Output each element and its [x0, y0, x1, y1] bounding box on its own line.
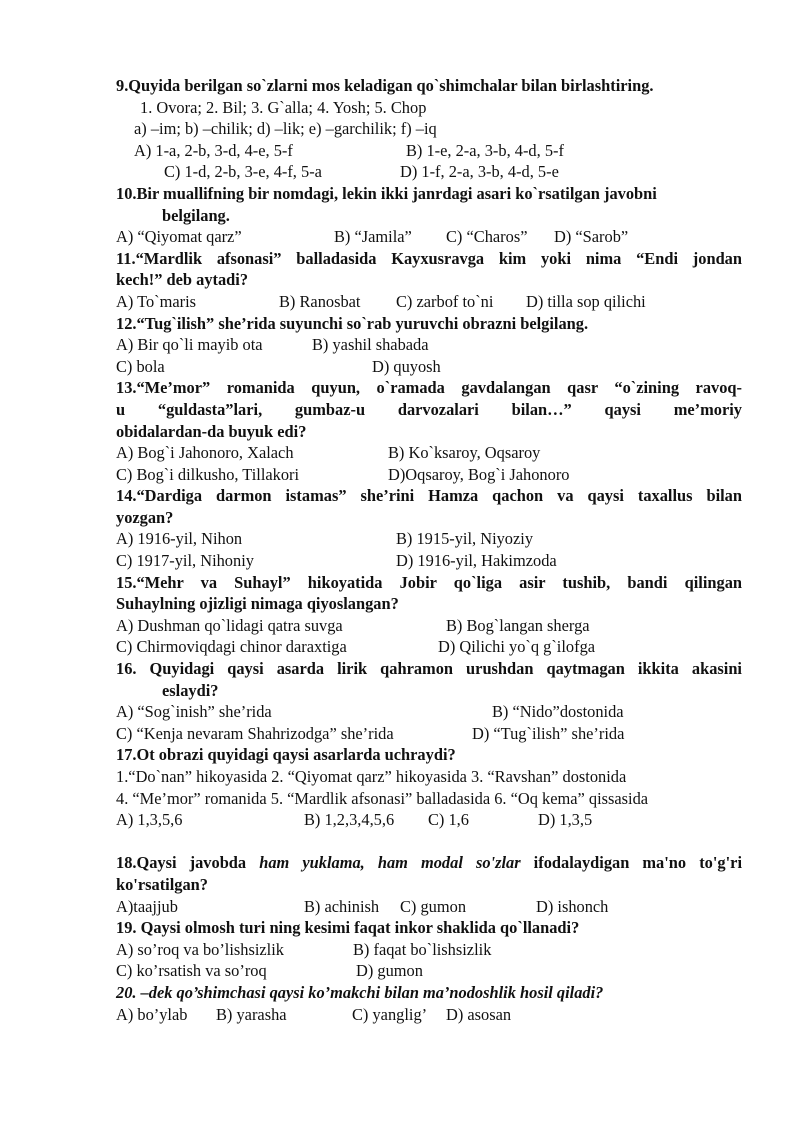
- q19-option-c: C) ko’rsatish va so’roq: [116, 961, 267, 981]
- q15-option-c: C) Chirmoviqdagi chinor daraxtiga: [116, 637, 347, 657]
- test-page: [116, 75, 742, 1025]
- question-12-title: 12.“Tug`ilish” she’rida suyunchi so`rab yuruvchi obrazni belgilang.: [116, 313, 589, 333]
- q17-option-b: B) 1,2,3,4,5,6: [304, 810, 395, 830]
- question-12-options-row-1: [116, 334, 742, 356]
- q15-option-d: D) Qilichi yo`q g`ilofga: [438, 637, 596, 657]
- q12-option-a: A) Bir qo`li mayib ota: [116, 335, 263, 355]
- question-10-options: [116, 226, 742, 248]
- question-13-title-end: obidalardan-da buyuk edi?: [116, 421, 307, 441]
- q18-option-b: B) achinish: [304, 896, 380, 916]
- question-13-title: 13.“Me’mor” romanida quyun, o`ramada gavdalangan qasr “o`zining ravoq-: [116, 378, 742, 398]
- question-15-title-cont: Suhaylning ojizligi nimaga qiyoslangan?: [116, 594, 399, 614]
- question-13-title-cont: u “guldasta”lari, gumbaz-u darvozalari bilan…” qaysi me’moriy: [116, 399, 742, 419]
- q20-option-d: D) asosan: [446, 1004, 512, 1024]
- question-17-title: 17.Ot obrazi quyidagi qaysi asarlarda uchraydi?: [116, 745, 456, 765]
- q18-title-end: ifodalaydigan ma'no to'g'ri: [520, 853, 742, 873]
- question-20-options: [116, 1004, 742, 1026]
- question-9-suffixes: a) –im; b) –chilik; d) –lik; e) –garchilik; f) –iq: [134, 119, 437, 139]
- q12-option-b: B) yashil shabada: [312, 335, 429, 355]
- question-15-title: 15.“Mehr va Suhayl” hikoyatida Jobir qo`liga asir tushib, bandi qilingan: [116, 572, 742, 592]
- q16-option-c: C) “Kenja nevaram Shahrizodga” she’rida: [116, 723, 394, 743]
- q18-option-c: C) gumon: [400, 896, 467, 916]
- question-14-title-cont: yozgan?: [116, 507, 174, 527]
- question-9-options-row-1: [116, 140, 742, 162]
- q13-option-d: D)Oqsaroy, Bog`i Jahonoro: [388, 464, 570, 484]
- question-18-title: [116, 852, 742, 874]
- q17-option-d: D) 1,3,5: [538, 810, 593, 830]
- q10-option-a: A) “Qiyomat qarz”: [116, 227, 242, 247]
- question-13-options-row-2: [116, 464, 742, 486]
- q11-option-a: A) To`maris: [116, 291, 197, 311]
- question-11-title-cont: kech!” deb aytadi?: [116, 270, 249, 290]
- q20-option-c: C) yanglig’: [352, 1004, 428, 1024]
- question-16-title-cont: eslaydi?: [162, 680, 219, 700]
- spacer: [116, 831, 742, 853]
- q18-title-start: 18.Qaysi javobda: [116, 853, 260, 873]
- q11-option-c: C) zarbof to`ni: [396, 291, 494, 311]
- question-11-title: 11.“Mardlik afsonasi” balladasida Kayxusravga kim yoki nima “Endi jondan: [116, 248, 742, 268]
- q9-option-d: D) 1-f, 2-a, 3-b, 4-d, 5-e: [400, 162, 559, 182]
- q10-option-d: D) “Sarob”: [554, 227, 629, 247]
- q10-option-c: C) “Charos”: [446, 227, 528, 247]
- q18-title-italic: ham yuklama, ham modal so'zlar: [259, 853, 521, 873]
- question-19-options-row-2: [116, 960, 742, 982]
- q18-option-d: D) ishonch: [536, 896, 609, 916]
- q11-option-b: B) Ranosbat: [279, 291, 361, 311]
- q14-option-b: B) 1915-yil, Niyoziy: [396, 529, 534, 549]
- q19-option-b: B) faqat bo`lishsizlik: [353, 939, 492, 959]
- q10-option-b: B) “Jamila”: [334, 227, 412, 247]
- q14-option-a: A) 1916-yil, Nihon: [116, 529, 243, 549]
- question-17-list-2: 4. “Me’mor” romanida 5. “Mardlik afsonasi” balladasida 6. “Oq kema” qissasida: [116, 788, 649, 808]
- question-16-options-row-1: [116, 701, 742, 723]
- q13-option-c: C) Bog`i dilkusho, Tillakori: [116, 464, 300, 484]
- q14-option-d: D) 1916-yil, Hakimzoda: [396, 551, 557, 571]
- q13-option-a: A) Bog`i Jahonoro, Xalach: [116, 443, 294, 463]
- q19-option-d: D) gumon: [356, 961, 423, 981]
- q12-option-d: D) quyosh: [372, 356, 441, 376]
- question-16-title: 16. Quyidagi qaysi asarda lirik qahramon urushdan qaytmagan ikkita akasini: [116, 659, 742, 679]
- q16-option-a: A) “Sog`inish” she’rida: [116, 702, 272, 722]
- question-19-title: 19. Qaysi olmosh turi ning kesimi faqat inkor shaklida qo`llanadi?: [116, 918, 580, 938]
- q20-option-b: B) yarasha: [216, 1004, 287, 1024]
- q19-option-a: A) so’roq va bo’lishsizlik: [116, 939, 284, 959]
- question-9-options-row-2: [116, 161, 742, 183]
- question-14-options-row-1: [116, 528, 742, 550]
- q9-option-c: C) 1-d, 2-b, 3-e, 4-f, 5-a: [164, 162, 322, 182]
- q11-option-d: D) tilla sop qilichi: [526, 291, 646, 311]
- question-18-options: [116, 896, 742, 918]
- question-9-words: 1. Ovora; 2. Bil; 3. G`alla; 4. Yosh; 5. Chop: [140, 97, 427, 117]
- question-17-options: [116, 809, 742, 831]
- question-13-options-row-1: [116, 442, 742, 464]
- question-11-options: [116, 291, 742, 313]
- q14-option-c: C) 1917-yil, Nihoniy: [116, 551, 254, 571]
- question-16-options-row-2: [116, 723, 742, 745]
- q17-option-c: C) 1,6: [428, 810, 469, 830]
- question-18-title-cont: ko'rsatilgan?: [116, 874, 208, 894]
- question-14-title: 14.“Dardiga darmon istamas” she’rini Hamza qachon va qaysi taxallus bilan: [116, 486, 742, 506]
- question-14-options-row-2: [116, 550, 742, 572]
- question-20-title: 20. –dek qo’shimchasi qaysi ko’makchi bilan ma’nodoshlik hosil qiladi?: [116, 982, 604, 1002]
- q17-option-a: A) 1,3,5,6: [116, 810, 183, 830]
- q20-option-a: A) bo’ylab: [116, 1004, 188, 1024]
- question-15-options-row-2: [116, 636, 742, 658]
- q16-option-b: B) “Nido”dostonida: [492, 702, 624, 722]
- question-15-options-row-1: [116, 615, 742, 637]
- question-9-title: 9.Quyida berilgan so`zlarni mos keladigan qo`shimchalar bilan birlashtiring.: [116, 76, 654, 95]
- q15-option-a: A) Dushman qo`lidagi qatra suvga: [116, 615, 343, 635]
- question-17-list-1: 1.“Do`nan” hikoyasida 2. “Qiyomat qarz” hikoyasida 3. “Ravshan” dostonida: [116, 767, 627, 786]
- q16-option-d: D) “Tug`ilish” she’rida: [472, 723, 625, 743]
- question-10-title-cont: belgilang.: [162, 205, 230, 225]
- q18-option-a: A)taajjub: [116, 896, 178, 916]
- q13-option-b: B) Ko`ksaroy, Oqsaroy: [388, 443, 541, 463]
- q9-option-a: A) 1-a, 2-b, 3-d, 4-e, 5-f: [134, 140, 293, 160]
- question-19-options-row-1: [116, 939, 742, 961]
- q9-option-b: B) 1-e, 2-a, 3-b, 4-d, 5-f: [406, 140, 564, 160]
- question-10-title: 10.Bir muallifning bir nomdagi, lekin ikki janrdagi asari ko`rsatilgan javobni: [116, 183, 657, 203]
- q12-option-c: C) bola: [116, 356, 165, 376]
- q15-option-b: B) Bog`langan sherga: [446, 615, 590, 635]
- question-12-options-row-2: [116, 356, 742, 378]
